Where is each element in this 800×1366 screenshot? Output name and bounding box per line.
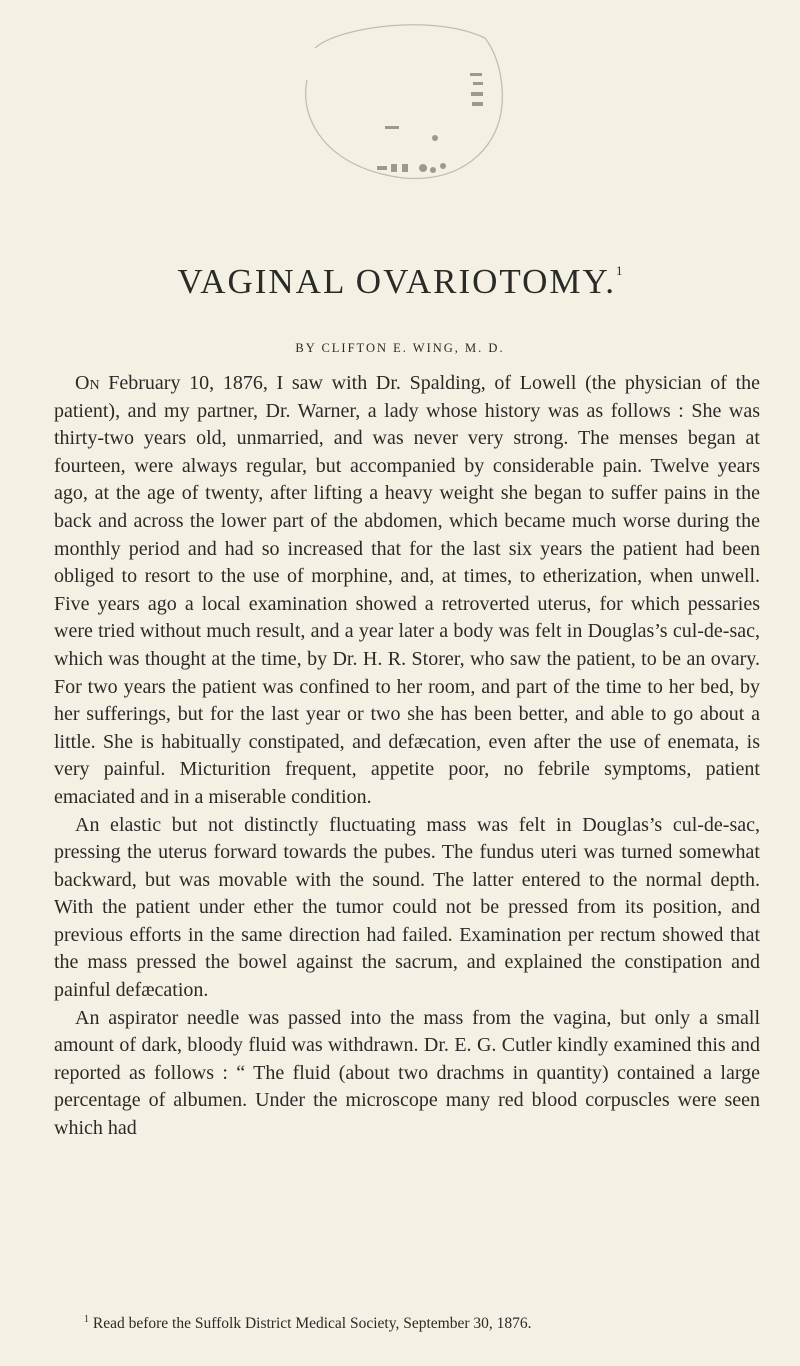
paragraph-1: On February 10, 1876, I saw with Dr. Spalding, of Lowell (the physician of the patient), and my partner, Dr. Warner, a lady whose history was as follows : She was thirty-two years old, unmarried, and was never very strong. The menses began at fourteen, were always regular, but accompanied by considerable pain. Twelve years ago, at the age of twenty, after lifting a heavy weight she began to suffer pains in the back and across the lower part of the abdomen, which became much worse during the monthly period and had so increased that for the last six years the patient had been obliged to resort to the use of morphine, and, at times, to etherization, when unwell. Five years ago a local examination showed a retroverted uterus, for which pessaries were tried without much result, and a year later a body was felt in Douglas’s cul-de-sac, which was thought at the time, by Dr. H. R. Storer, who saw the patient, to be an ovary. For two years the patient was confined to her room, and part of the time to her bed, by her sufferings, but for the last year or two she has been better, and able to go about a little. She is habitually constipated, and defæcation, even after the use of enemata, is very painful. Micturition frequent, appetite poor, no febrile symptoms, patient emaciated and in a miserable condition. — [54, 372, 760, 808]
paragraph-2: An elastic but not distinctly fluctuating mass was felt in Douglas’s cul-de-sac, pressing the uterus forward towards the pubes. The fundus uteri was turned somewhat backward, but was movable with the sound. The latter entered to the normal depth. With the patient under ether the tumor could not be pressed from its position, and previous efforts in the same direction had failed. Examination per rectum showed that the mass pressed the bowel against the sacrum, and explained the constipation and painful defæcation. — [54, 813, 760, 1002]
footnote: $^1$ Read before the Suffolk District Medical Society, September 30, 1876. — [84, 1314, 532, 1333]
library-stamp-image — [285, 18, 520, 193]
article-title: VAGINAL OVARIOTOMY.$^1$ — [177, 262, 623, 301]
paragraph-3: An aspirator needle was passed into the mass from the vagina, but only a small amount of dark, bloody fluid was withdrawn. Dr. E. G. Cutler kindly examined this and reported as follows : “ The fluid (about two drachms in quantity) contained a large percentage of albumen. Under the microscope many red blood corpuscles were seen which had — [54, 1006, 760, 1140]
lead-word: On — [75, 372, 100, 394]
article-body — [54, 370, 760, 1143]
footnote-marker: 1 — [84, 1314, 89, 1325]
title-footnote-marker: 1 — [616, 263, 623, 278]
author-byline: BY CLIFTON E. WING, M. D. — [295, 341, 505, 355]
